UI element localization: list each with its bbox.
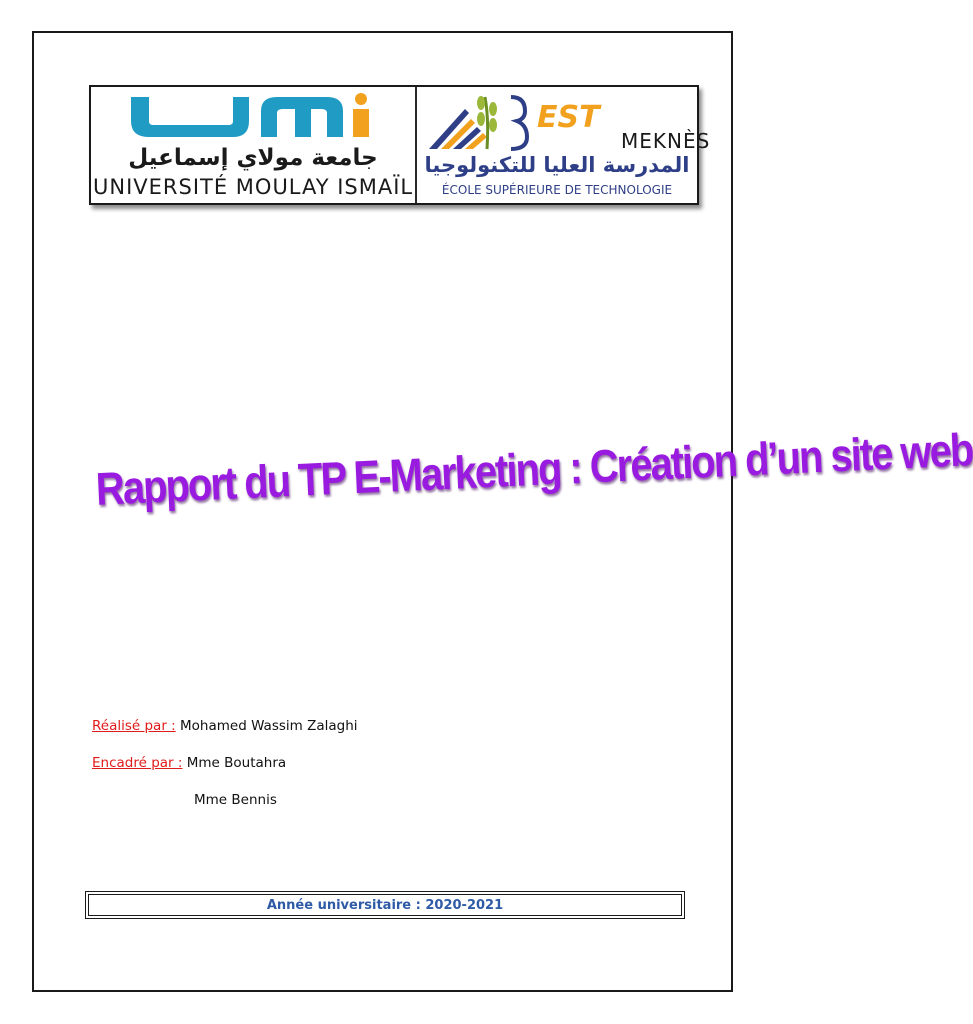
academic-year: Année universitaire : 2020-2021 bbox=[88, 894, 682, 916]
realise-par-line bbox=[92, 718, 358, 734]
est-city: MEKNÈS bbox=[621, 129, 711, 153]
report-title: Rapport du TP E-Marketing : Création d’un site web bbox=[94, 424, 973, 516]
svg-text:EST: EST bbox=[537, 100, 600, 135]
supervisor-name-2: Mme Bennis bbox=[194, 792, 277, 808]
umi-logo-graphic bbox=[121, 91, 381, 147]
encadre-par-line bbox=[92, 755, 286, 771]
author-name: Mohamed Wassim Zalaghi bbox=[180, 718, 358, 734]
est-french-name: ÉCOLE SUPÉRIEURE DE TECHNOLOGIE bbox=[441, 183, 673, 197]
encadre-par-label: Encadré par : bbox=[92, 755, 183, 771]
supervisor-name-1: Mme Boutahra bbox=[186, 755, 287, 771]
umi-french-name: UNIVERSITÉ MOULAY ISMAÏL bbox=[93, 175, 414, 199]
supervisor-2-line bbox=[194, 792, 277, 808]
logo-banner bbox=[89, 85, 711, 205]
umi-arabic-name: جامعة مولاي إسماعيل bbox=[128, 145, 378, 171]
academic-year-box bbox=[85, 891, 685, 919]
umi-logo bbox=[91, 87, 415, 203]
realise-par-label: Réalisé par : bbox=[92, 718, 176, 734]
est-arabic-name: المدرسة العليا للتكنولوجيا bbox=[424, 153, 690, 177]
est-logo bbox=[417, 87, 711, 203]
